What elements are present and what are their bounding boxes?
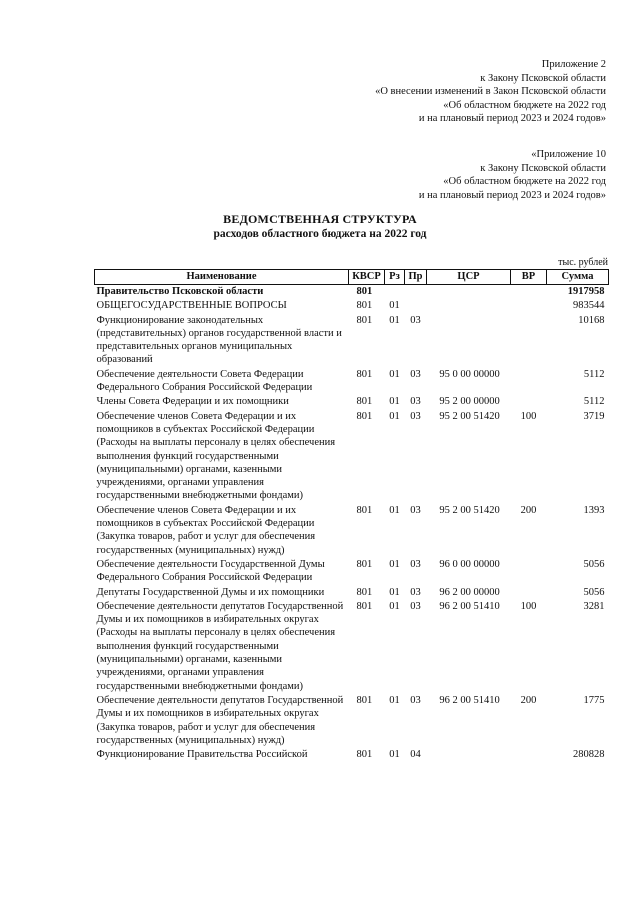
cell-kvsr: 801	[356, 396, 373, 408]
cell-csr	[427, 748, 511, 762]
cell-vr	[511, 586, 547, 600]
header-csr: ЦСР	[427, 270, 511, 285]
cell-csr: 95 2 00 00000	[439, 396, 500, 408]
cell-rz: 01	[389, 586, 400, 598]
cell-rz: 01	[389, 694, 400, 706]
document-title-line1: ВЕДОМСТВЕННАЯ СТРУКТУРА	[223, 212, 417, 226]
appendix-line: «Об областном бюджете на 2022 год	[443, 176, 606, 188]
cell-rz: 01	[389, 368, 400, 380]
cell-csr: 96 2 00 51410	[439, 600, 500, 612]
cell-csr: 96 2 00 51410	[439, 694, 500, 706]
appendix-line: к Закону Псковской области	[480, 72, 606, 84]
cell-kvsr: 801	[356, 558, 373, 570]
cell-sum: 5112	[583, 396, 605, 408]
cell-kvsr: 801	[356, 694, 373, 706]
table-row	[95, 299, 609, 313]
cell-kvsr: 801	[356, 586, 373, 598]
cell-pr: 04	[410, 749, 421, 761]
cell-csr	[427, 285, 511, 300]
cell-vr	[511, 314, 547, 368]
cell-rz: 01	[389, 396, 400, 408]
appendix-line: Приложение 2	[541, 59, 606, 70]
table-row	[95, 504, 609, 558]
cell-pr: 03	[410, 314, 421, 326]
cell-kvsr: 801	[356, 410, 373, 422]
cell-vr: 200	[520, 504, 537, 516]
cell-rz	[385, 285, 405, 300]
cell-name: Правительство Псковской области	[96, 286, 264, 297]
cell-sum: 1393	[583, 504, 605, 516]
table-row	[95, 368, 609, 396]
cell-vr: 200	[520, 694, 537, 706]
cell-name: Обеспечение членов Совета Федерации и их помощников в субъектах Российской Федерации (Закупка товаров, работ и услуг для обеспечения государственных (муниципальных) нужд)	[96, 504, 316, 556]
cell-kvsr: 801	[356, 314, 373, 326]
cell-sum: 3281	[583, 600, 605, 612]
cell-csr: 95 2 00 51420	[439, 410, 500, 422]
header-vr: ВР	[511, 270, 547, 285]
cell-pr	[405, 299, 427, 313]
cell-kvsr: 801	[356, 749, 373, 761]
cell-vr: 100	[520, 410, 537, 422]
table-row	[95, 586, 609, 600]
cell-vr	[511, 558, 547, 586]
header-pr: Пр	[405, 270, 427, 285]
cell-vr	[511, 395, 547, 409]
appendix-line: и на плановый период 2023 и 2024 годов»	[418, 113, 606, 125]
cell-csr: 95 2 00 51420	[439, 504, 500, 516]
cell-name: Обеспечение деятельности депутатов Государственной Думы и их помощников в избирательных округах (Расходы на выплаты персоналу в целях обеспечения выполнения функций государственными (муниципальными) органами, казенными учреждениями, органами управления государственными внебюджетными фондами)	[96, 600, 344, 692]
appendix-line: к Закону Псковской области	[480, 162, 606, 174]
cell-name: Обеспечение членов Совета Федерации и их помощников в субъектах Российской Федерации (Расходы на выплаты персоналу в целях обеспечения выполнения функций государственными (муниципальными) органами, казенными учреждениями, органами управления государственными внебюджетными фондами)	[96, 410, 336, 502]
cell-csr	[427, 299, 511, 313]
appendix-line: и на плановый период 2023 и 2024 годов»	[418, 189, 606, 201]
cell-pr: 03	[410, 396, 421, 408]
cell-name: Депутаты Государственной Думы и их помощники	[96, 586, 325, 598]
table-row	[95, 558, 609, 586]
cell-vr	[511, 748, 547, 762]
cell-sum: 5056	[583, 558, 605, 570]
cell-csr: 96 2 00 00000	[439, 586, 500, 598]
cell-pr: 03	[410, 558, 421, 570]
appendix-line: «О внесении изменений в Закон Псковской области	[375, 86, 606, 98]
cell-kvsr: 801	[356, 600, 373, 612]
cell-name: Функционирование законодательных (представительных) органов государственной власти и представительных органов муниципальных образований	[96, 314, 342, 366]
table-row	[95, 600, 609, 694]
cell-pr: 03	[410, 586, 421, 598]
cell-rz: 01	[389, 558, 400, 570]
cell-pr: 03	[410, 504, 421, 516]
cell-rz: 01	[389, 314, 400, 326]
cell-sum: 5112	[583, 368, 605, 380]
cell-sum: 5056	[583, 586, 605, 598]
cell-name: ОБЩЕГОСУДАРСТВЕННЫЕ ВОПРОСЫ	[96, 300, 287, 312]
table-row	[95, 395, 609, 409]
cell-name: Обеспечение деятельности Государственной Думы Федерального Собрания Российской Федерации	[96, 558, 325, 584]
table-row	[95, 694, 609, 748]
table-row	[95, 285, 609, 300]
header-rz: Рз	[385, 270, 405, 285]
cell-sum: 983544	[573, 300, 605, 312]
appendix-header-2	[419, 148, 606, 202]
cell-pr: 03	[410, 368, 421, 380]
cell-rz: 01	[389, 410, 400, 422]
table-header-row	[95, 270, 609, 285]
cell-csr: 96 0 00 00000	[439, 558, 500, 570]
cell-name: Обеспечение деятельности Совета Федерации Федерального Собрания Российской Федерации	[96, 368, 313, 394]
table-row	[95, 748, 609, 762]
cell-pr: 03	[410, 410, 421, 422]
cell-vr	[511, 285, 547, 300]
cell-kvsr: 801	[356, 300, 373, 312]
budget-table	[94, 269, 609, 762]
cell-name: Члены Совета Федерации и их помощники	[96, 396, 289, 408]
table-body	[95, 285, 609, 763]
table-row	[95, 410, 609, 504]
cell-kvsr: 801	[356, 504, 373, 516]
cell-sum: 1775	[583, 694, 605, 706]
document-title	[0, 212, 640, 242]
document-title-line2: расходов областного бюджета на 2022 год	[213, 228, 427, 240]
cell-vr	[511, 368, 547, 396]
appendix-line: «Об областном бюджете на 2022 год	[443, 99, 606, 111]
cell-pr: 03	[410, 600, 421, 612]
header-kvsr: КВСР	[349, 270, 385, 285]
table-row	[95, 314, 609, 368]
cell-sum: 1917958	[567, 286, 605, 297]
header-name: Наименование	[95, 270, 349, 285]
cell-csr: 95 0 00 00000	[439, 368, 500, 380]
appendix-header-1	[375, 58, 606, 126]
cell-vr: 100	[520, 600, 537, 612]
cell-rz: 01	[389, 600, 400, 612]
cell-kvsr: 801	[356, 368, 373, 380]
appendix-line: «Приложение 10	[531, 149, 606, 160]
units-label: тыс. рублей	[558, 257, 608, 268]
cell-csr	[427, 314, 511, 368]
cell-name: Обеспечение деятельности депутатов Государственной Думы и их помощников в избирательных округах (Закупка товаров, работ и услуг для обеспечения государственных (муниципальных) нужд)	[96, 694, 344, 746]
cell-sum: 10168	[578, 314, 605, 326]
cell-rz: 01	[389, 749, 400, 761]
header-sum: Сумма	[547, 270, 609, 285]
cell-pr: 03	[410, 694, 421, 706]
cell-rz: 01	[389, 300, 400, 312]
cell-vr	[511, 299, 547, 313]
cell-kvsr: 801	[356, 286, 373, 297]
cell-sum: 280828	[573, 749, 605, 761]
cell-rz: 01	[389, 504, 400, 516]
cell-sum: 3719	[583, 410, 605, 422]
cell-name: Функционирование Правительства Российской	[96, 749, 308, 761]
cell-pr	[405, 285, 427, 300]
